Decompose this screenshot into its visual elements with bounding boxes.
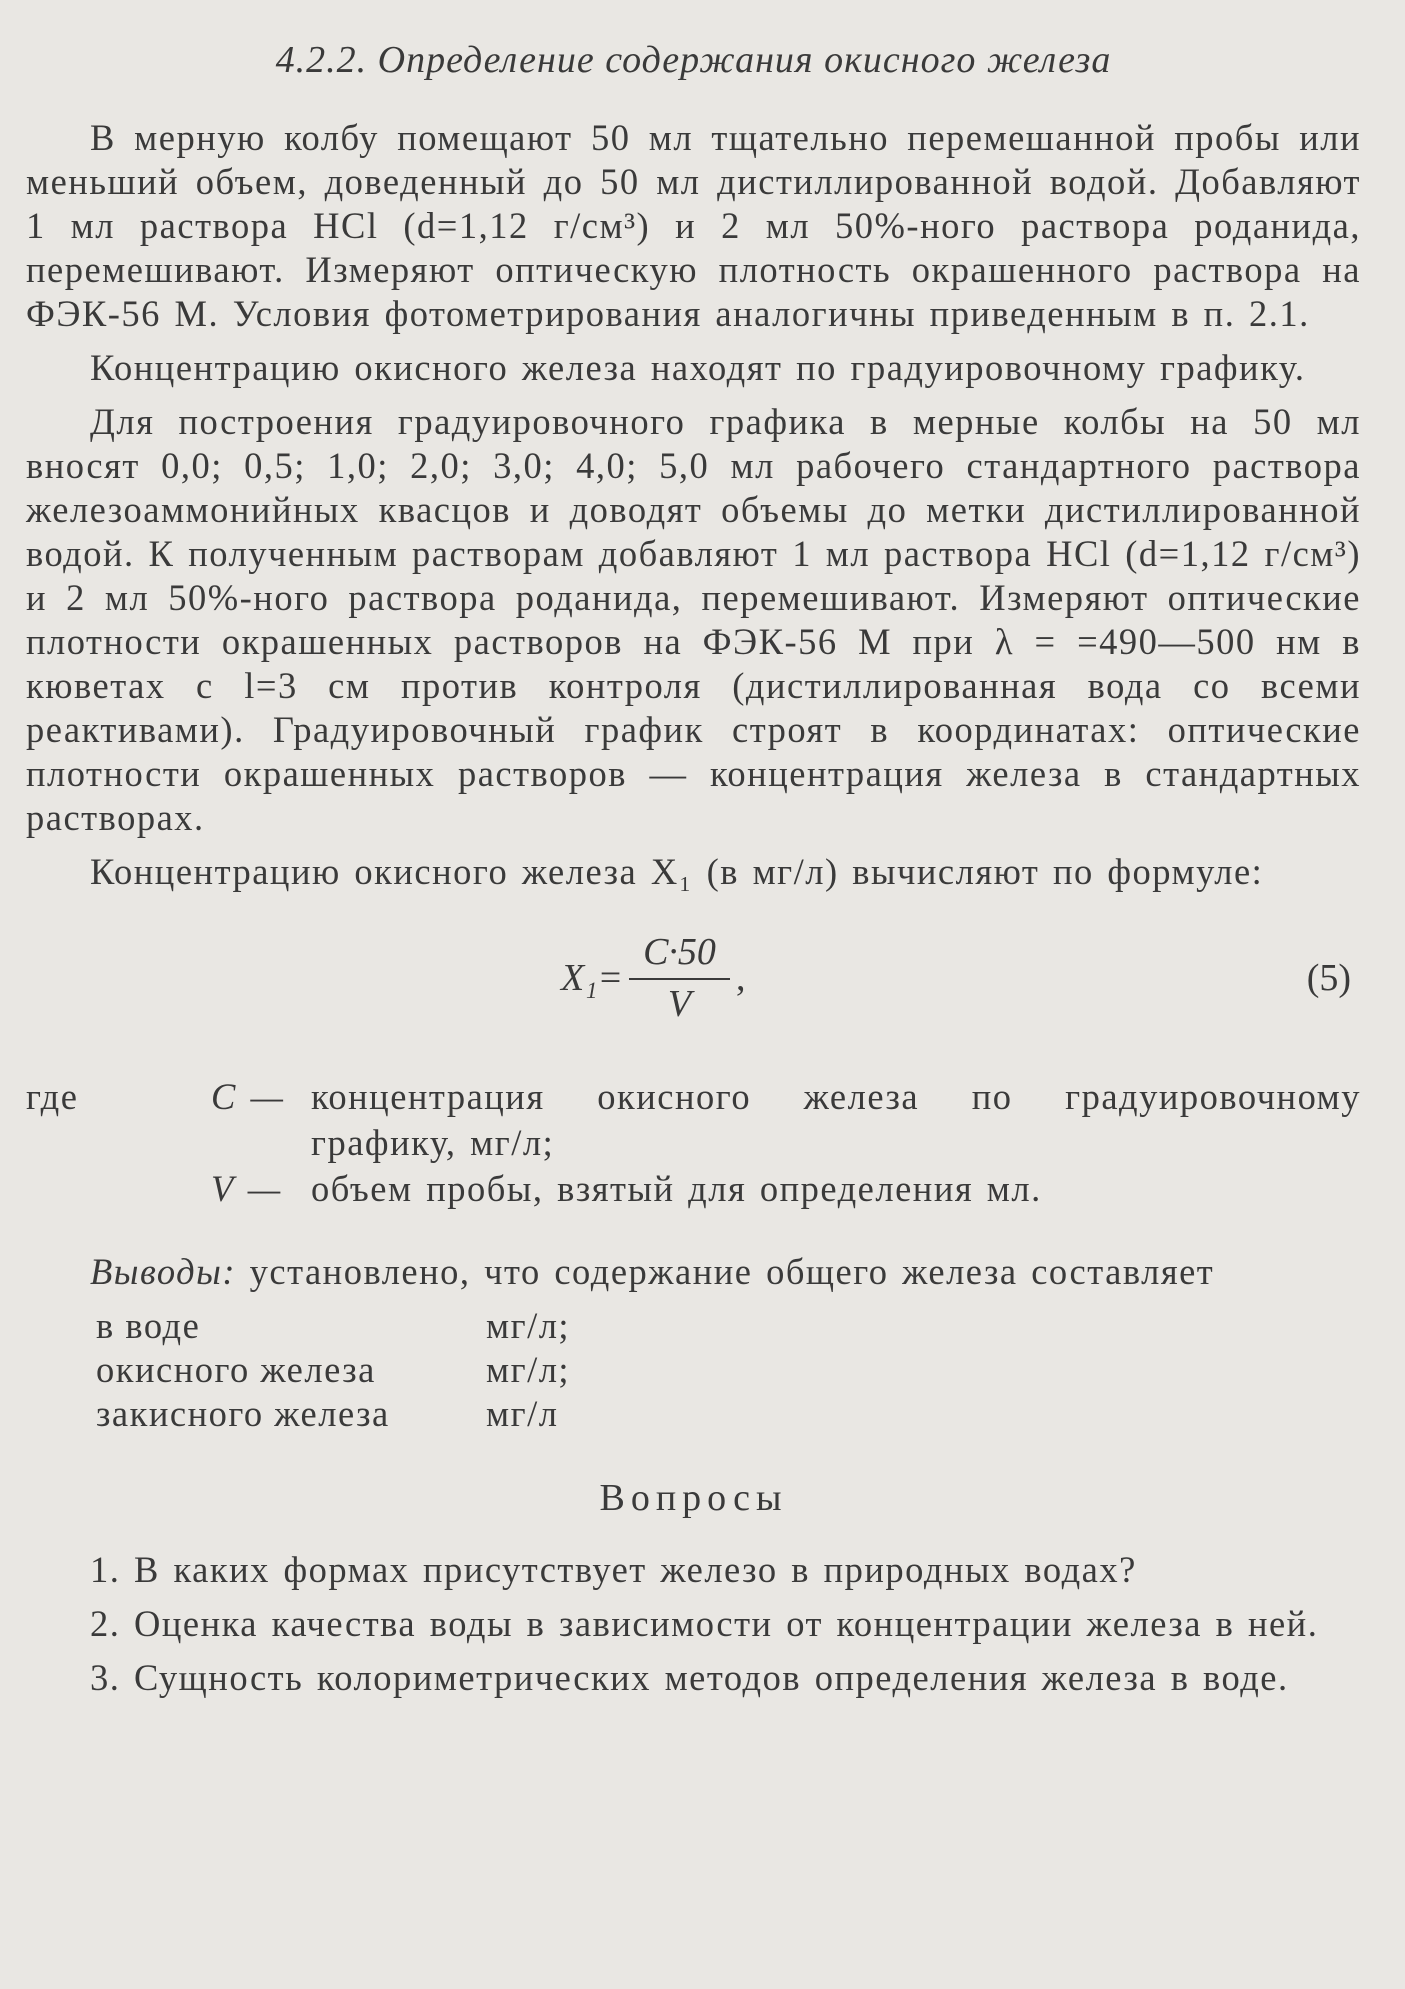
conclusion-text: установлено, что содержание общего железа составляет [249,1251,1215,1292]
formula-numerator: C·50 [629,930,730,980]
paragraph-conclusion [26,1250,1361,1294]
formula [561,930,745,1026]
where-symbol-c: C — [211,1076,285,1117]
result-label: окисного железа [96,1349,376,1390]
formula-trail: , [735,957,746,999]
formula-denominator: V [667,983,692,1025]
result-unit: мг/л; [486,1349,571,1390]
section-heading: 4.2.2. Определение содержания окисного железа [275,39,1112,81]
formula-fraction [629,930,730,1026]
conclusion-label: Выводы: [90,1251,236,1292]
results-list [26,1304,1361,1436]
where-definition-c: концентрация окисного железа по градуировочному графику, мг/л; [311,1076,1361,1163]
paragraph-calculation: Концентрацию окисного железа X₁ (в мг/л) вычисляют по формуле: [90,851,1264,892]
questions-title: Вопросы [599,1477,788,1519]
where-block [26,1074,1361,1212]
equation-number: (5) [1306,957,1351,999]
question-item: 3. Сущность колориметрических методов определения железа в воде. [90,1657,1289,1698]
paragraph-procedure: В мерную колбу помещают 50 мл тщательно перемешанной пробы или меньший объем, доведенный до 50 мл дистиллированной водой. Добавляют 1 мл раствора HCl (d=1,12 г/см³) и 2 мл 50%-ного раствора роданида, перемешивают. Измеряют оптическую плотность окрашенного раствора на ФЭК-56 М. Условия фотометрирования аналогичны приведенным в п. 2.1. [26,117,1361,334]
question-item: 1. В каких формах присутствует железо в природных водах? [90,1549,1137,1590]
question-item: 2. Оценка качества воды в зависимости от концентрации железа в ней. [90,1603,1319,1644]
formula-lhs: X₁= [561,957,624,999]
result-unit: мг/л [486,1393,559,1434]
result-unit: мг/л; [486,1305,571,1346]
where-symbol-v: V — [211,1168,282,1209]
where-definition-v: объем пробы, взятый для определения мл. [311,1168,1042,1209]
paragraph-concentration: Концентрацию окисного железа находят по градуировочному графику. [90,347,1306,388]
result-label: в воде [96,1305,201,1346]
formula-block [26,908,1361,1058]
paragraph-calibration: Для построения градуировочного графика в мерные колбы на 50 мл вносят 0,0; 0,5; 1,0; 2,0; 3,0; 4,0; 5,0 мл рабочего стандартного раствора железоаммонийных квасцов и доводят объемы до метки дистиллированной водой. К полученным растворам добавляют 1 мл раствора HCl (d=1,12 г/см³) и 2 мл 50%-ного раствора роданида, перемешивают. Измеряют оптические плотности окрашенных растворов на ФЭК-56 М при λ = =490—500 нм в кюветах с l=3 см против контроля (дистиллированная вода со всеми реактивами). Градуировочный график строят в координатах: оптические плотности окрашенных растворов — концентрация железа в стандартных растворах. [26,401,1361,838]
result-label: закисного железа [96,1393,390,1434]
where-word: где [26,1076,79,1117]
